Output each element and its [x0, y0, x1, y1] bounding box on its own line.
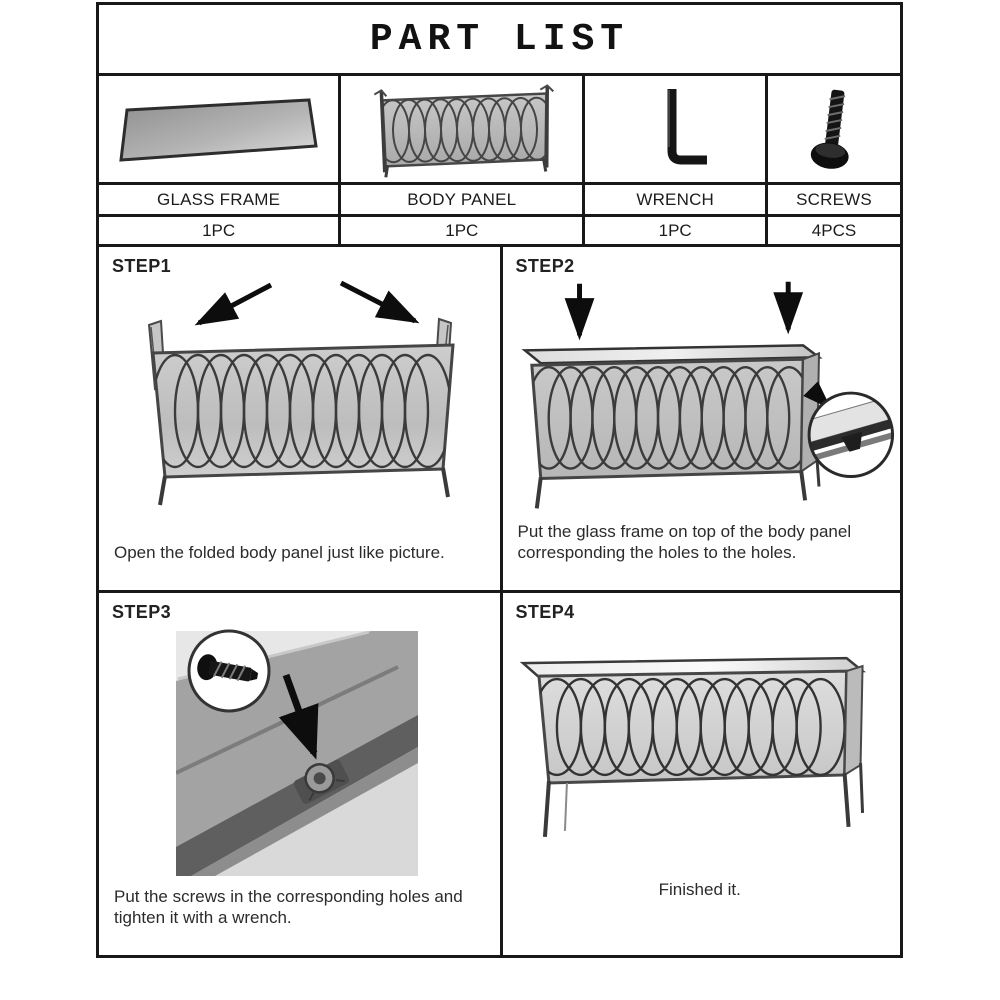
part-image-cell-screws	[765, 76, 900, 182]
part-name-cell	[582, 182, 765, 214]
step4-art	[503, 623, 901, 879]
step2-art	[503, 277, 901, 521]
step1-label: STEP1	[112, 256, 172, 276]
part-image-cell-body-panel	[338, 76, 582, 182]
step3-caption: Put the screws in the corresponding holes and tighten it with a wrench.	[114, 886, 463, 928]
body-panel-image	[353, 79, 571, 179]
step4-label: STEP4	[515, 602, 575, 622]
table-leg	[564, 783, 566, 831]
part-name-cell	[338, 182, 582, 214]
part-name-label: SCREWS	[796, 189, 872, 209]
screw-image	[803, 80, 865, 178]
part-image-cell-wrench	[582, 76, 765, 182]
part-name-label: BODY PANEL	[407, 189, 517, 209]
step3-cell	[99, 590, 500, 955]
screw-inset-circle	[189, 631, 269, 711]
part-qty-label: 1PC	[445, 220, 479, 240]
step1-art	[99, 277, 500, 542]
step1-caption: Open the folded body panel just like picture.	[114, 543, 445, 563]
title-box	[96, 2, 903, 76]
screw-icon	[809, 88, 856, 171]
step2-illustration	[503, 277, 901, 521]
table-leg	[544, 781, 548, 837]
glass-frame-image	[113, 86, 325, 172]
part-name-label: WRENCH	[636, 189, 715, 209]
step2-caption: Put the glass frame on top of the body panel corresponding the holes to the holes.	[517, 521, 852, 563]
step1-cell	[99, 247, 500, 590]
step3-label: STEP3	[112, 602, 172, 622]
part-name-cell	[765, 182, 900, 214]
step4-illustration	[503, 623, 901, 863]
part-name-label: GLASS FRAME	[157, 189, 281, 209]
table-leg	[443, 468, 448, 497]
part-qty-label: 4PCS	[811, 220, 857, 240]
table-leg	[844, 773, 848, 827]
step4-caption: Finished it.	[658, 880, 741, 900]
body-side-face	[844, 666, 862, 775]
step3-illustration	[103, 623, 495, 885]
step1-illustration	[103, 277, 495, 521]
table-leg	[160, 476, 165, 505]
page-title: PART LIST	[369, 17, 630, 61]
step2-cell	[500, 247, 901, 590]
table-leg	[801, 471, 805, 501]
instruction-sheet	[96, 2, 903, 958]
part-qty-cell	[765, 214, 900, 244]
step2-label: STEP2	[515, 256, 575, 276]
step3-art	[99, 623, 500, 886]
table-leg	[536, 478, 540, 509]
table-leg	[860, 763, 862, 813]
arrow-down-left-icon	[199, 285, 271, 323]
part-name-cell	[99, 182, 338, 214]
arrow-down-right-icon	[341, 283, 415, 321]
part-qty-label: 1PC	[658, 220, 692, 240]
step4-cell	[500, 590, 901, 955]
part-qty-cell	[338, 214, 582, 244]
steps-grid	[96, 247, 903, 958]
part-qty-cell	[582, 214, 765, 244]
part-image-cell-glass-frame	[99, 76, 338, 182]
part-qty-cell	[99, 214, 338, 244]
part-qty-label: 1PC	[202, 220, 236, 240]
allen-wrench-image	[635, 81, 715, 177]
parts-table	[96, 76, 903, 247]
